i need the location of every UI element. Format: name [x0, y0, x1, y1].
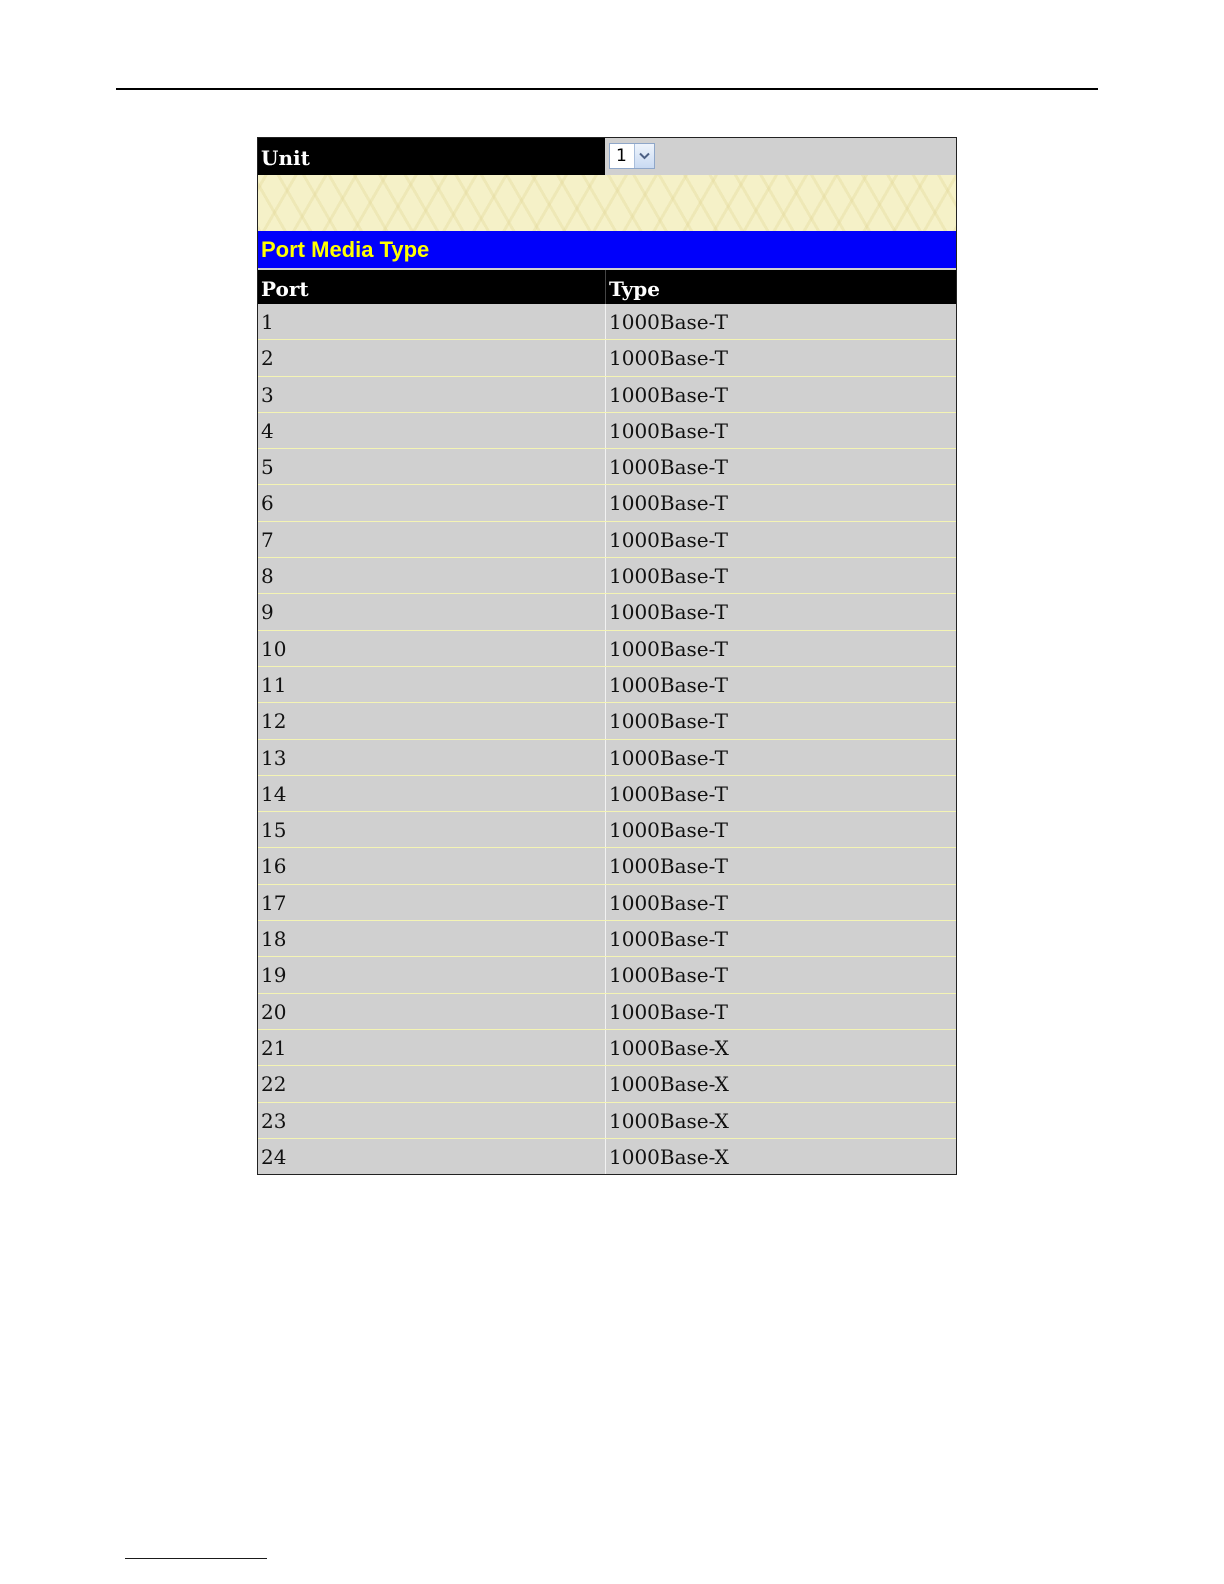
type-cell: 1000Base-X	[605, 1030, 956, 1065]
type-cell: 1000Base-T	[605, 776, 956, 811]
table-row	[258, 484, 956, 520]
port-cell: 19	[261, 963, 287, 988]
type-cell: 1000Base-T	[605, 740, 956, 775]
type-cell: 1000Base-T	[605, 449, 956, 484]
table-row	[258, 1065, 956, 1101]
port-cell: 9	[261, 600, 274, 625]
port-cell: 16	[261, 854, 287, 879]
port-cell: 23	[261, 1108, 287, 1133]
column-header-type: Type	[605, 270, 956, 304]
port-cell: 17	[261, 890, 287, 915]
port-cell: 5	[261, 455, 274, 480]
type-cell: 1000Base-T	[605, 558, 956, 593]
type-cell: 1000Base-T	[605, 848, 956, 883]
port-cell: 1	[261, 310, 274, 334]
type-cell: 1000Base-X	[605, 1066, 956, 1101]
unit-cell	[605, 138, 956, 175]
type-cell: 1000Base-T	[605, 522, 956, 557]
port-cell: 22	[261, 1072, 287, 1097]
type-cell: 1000Base-T	[605, 594, 956, 629]
table-header	[258, 270, 956, 304]
table-row	[258, 1102, 956, 1138]
port-cell: 21	[261, 1035, 287, 1060]
unit-select-value: 1	[616, 145, 627, 166]
table-row	[258, 775, 956, 811]
table-row	[258, 376, 956, 412]
unit-select[interactable]	[609, 143, 655, 169]
table-row	[258, 448, 956, 484]
type-cell: 1000Base-T	[605, 921, 956, 956]
port-cell: 12	[261, 709, 287, 734]
page-header-rule	[116, 88, 1098, 90]
port-cell: 14	[261, 781, 287, 806]
port-cell: 11	[261, 672, 287, 697]
table-row	[258, 557, 956, 593]
chevron-down-icon[interactable]	[634, 144, 654, 168]
table-row	[258, 1029, 956, 1065]
port-cell: 13	[261, 745, 287, 770]
port-cell: 24	[261, 1144, 287, 1169]
type-cell: 1000Base-T	[605, 703, 956, 738]
table-row	[258, 339, 956, 375]
type-cell: 1000Base-T	[605, 304, 956, 339]
type-cell: 1000Base-T	[605, 667, 956, 702]
unit-row	[258, 138, 956, 175]
type-cell: 1000Base-T	[605, 631, 956, 666]
table-row	[258, 884, 956, 920]
port-cell: 6	[261, 491, 274, 516]
type-cell: 1000Base-T	[605, 957, 956, 992]
table-body	[258, 304, 956, 1174]
table-row	[258, 630, 956, 666]
table-row	[258, 993, 956, 1029]
type-cell: 1000Base-X	[605, 1103, 956, 1138]
table-row	[258, 847, 956, 883]
table-row	[258, 666, 956, 702]
table-row	[258, 304, 956, 339]
table-row	[258, 412, 956, 448]
type-cell: 1000Base-T	[605, 485, 956, 520]
port-cell: 18	[261, 927, 287, 952]
table-row	[258, 521, 956, 557]
port-cell: 15	[261, 818, 287, 843]
table-row	[258, 702, 956, 738]
type-cell: 1000Base-T	[605, 994, 956, 1029]
decorative-banner	[258, 175, 956, 231]
table-row	[258, 920, 956, 956]
table-row	[258, 593, 956, 629]
port-media-type-panel	[257, 137, 957, 1175]
type-cell: 1000Base-T	[605, 377, 956, 412]
table-row	[258, 739, 956, 775]
type-cell: 1000Base-T	[605, 812, 956, 847]
type-cell: 1000Base-X	[605, 1139, 956, 1174]
table-row	[258, 956, 956, 992]
table-row	[258, 811, 956, 847]
type-cell: 1000Base-T	[605, 413, 956, 448]
port-cell: 20	[261, 999, 287, 1024]
table-row	[258, 1138, 956, 1174]
column-header-port: Port	[261, 277, 309, 301]
type-cell: 1000Base-T	[605, 885, 956, 920]
port-cell: 4	[261, 418, 274, 443]
type-cell: 1000Base-T	[605, 340, 956, 375]
port-cell: 3	[261, 382, 274, 407]
unit-label: Unit	[258, 138, 605, 175]
section-title: Port Media Type	[258, 231, 956, 270]
port-cell: 2	[261, 346, 274, 371]
footer-link-underline	[125, 1558, 267, 1559]
port-cell: 10	[261, 636, 287, 661]
port-cell: 7	[261, 527, 274, 552]
port-cell: 8	[261, 564, 274, 589]
